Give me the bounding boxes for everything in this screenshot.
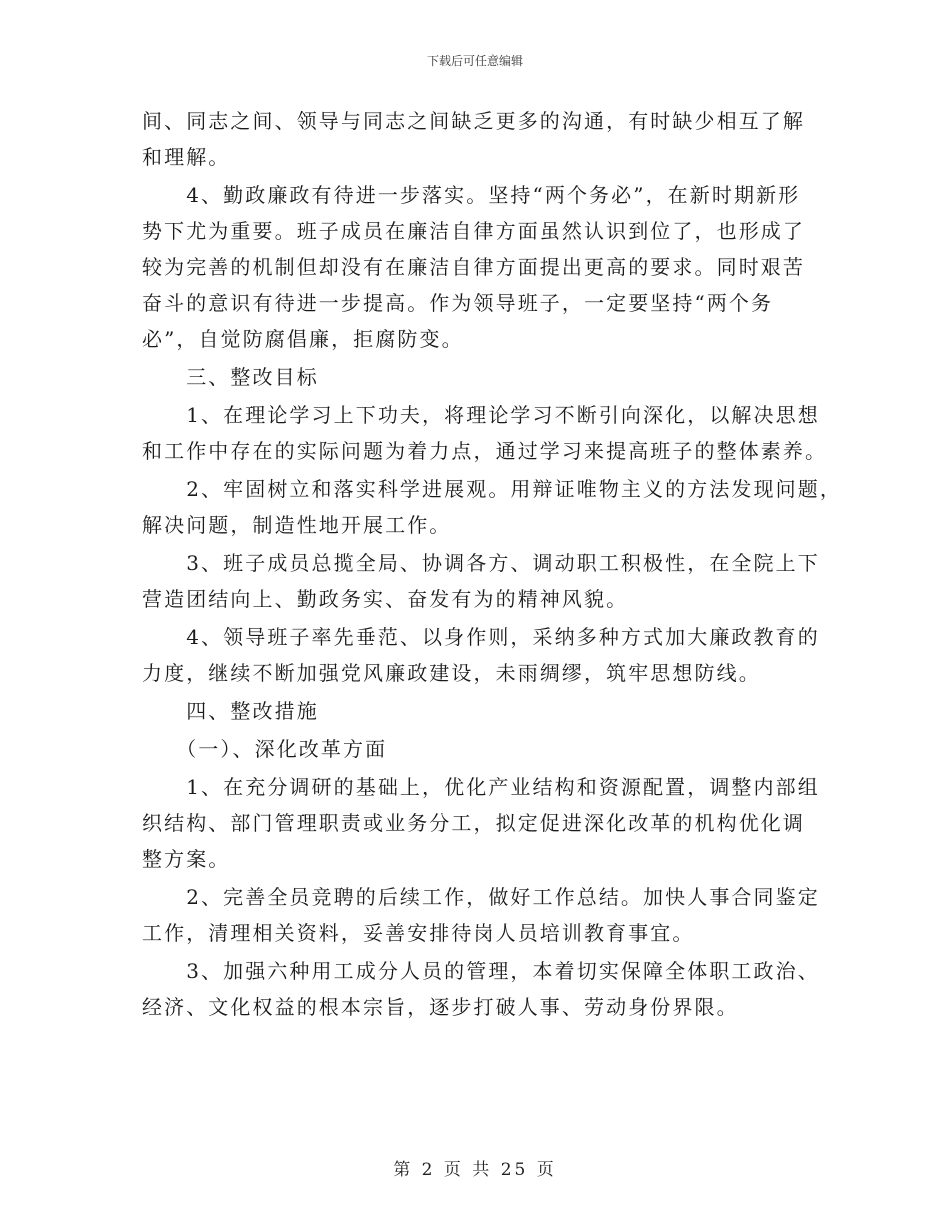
body-line: 2、完善全员竞聘的后续工作，做好工作总结。加快人事合同鉴定	[142, 885, 820, 909]
body-line: 3、加强六种用工成分人员的管理，本着切实保障全体职工政治、	[142, 959, 820, 983]
body-line: 解决问题，制造性地开展工作。	[142, 513, 452, 537]
body-line: 4、勤政廉政有待进一步落实。坚持“两个务必”，在新时期新形	[142, 183, 801, 207]
body-line: 1、在理论学习上下功夫，将理论学习不断引向深化，以解决思想	[142, 403, 820, 427]
body-line: 1、在充分调研的基础上，优化产业结构和资源配置，调整内部组	[142, 775, 820, 799]
body-line: 整方案。	[142, 847, 231, 871]
body-line: 和理解。	[142, 145, 231, 169]
page-number-footer: 第 2 页 共 25 页	[393, 1160, 557, 1180]
body-line: 力度，继续不断加强党风廉政建设，未雨绸缪，筑牢思想防线。	[142, 661, 761, 685]
body-line: 和工作中存在的实际问题为着力点，通过学习来提高班子的整体素养。	[142, 439, 828, 463]
body-line: 势下尤为重要。班子成员在廉洁自律方面虽然认识到位了，也形成了	[142, 219, 805, 243]
subsection-heading: （一）、深化改革方面	[142, 737, 388, 761]
body-line: 工作，清理相关资料，妥善安排待岗人员培训教育事宜。	[142, 921, 695, 945]
body-line: 4、领导班子率先垂范、以身作则，采纳多种方式加大廉政教育的	[142, 625, 820, 649]
body-line: 织结构、部门管理职责或业务分工，拟定促进深化改革的机构优化调	[142, 811, 805, 835]
body-line: 营造团结向上、勤政务实、奋发有为的精神风貌。	[142, 587, 629, 611]
body-line: 经济、文化权益的根本宗旨，逐步打破人事、劳动身份界限。	[142, 995, 739, 1019]
section-heading: 四、整改措施	[142, 699, 319, 723]
document-body	[142, 103, 842, 1025]
body-line: 间、同志之间、领导与同志之间缺乏更多的沟通，有时缺少相互了解	[142, 109, 805, 133]
page-header-note: 下载后可任意编辑	[426, 54, 523, 68]
body-line: 必”，自觉防腐倡廉，拒腐防变。	[142, 327, 464, 351]
section-heading: 三、整改目标	[142, 365, 319, 389]
body-line: 2、牢固树立和落实科学进展观。用辩证唯物主义的方法发现问题，	[142, 477, 842, 501]
body-line: 较为完善的机制但却没有在廉洁自律方面提出更高的要求。同时艰苦	[142, 255, 805, 279]
body-line: 奋斗的意识有待进一步提高。作为领导班子，一定要坚持“两个务	[142, 291, 774, 315]
body-line: 3、班子成员总揽全局、协调各方、调动职工积极性，在全院上下	[142, 551, 820, 575]
